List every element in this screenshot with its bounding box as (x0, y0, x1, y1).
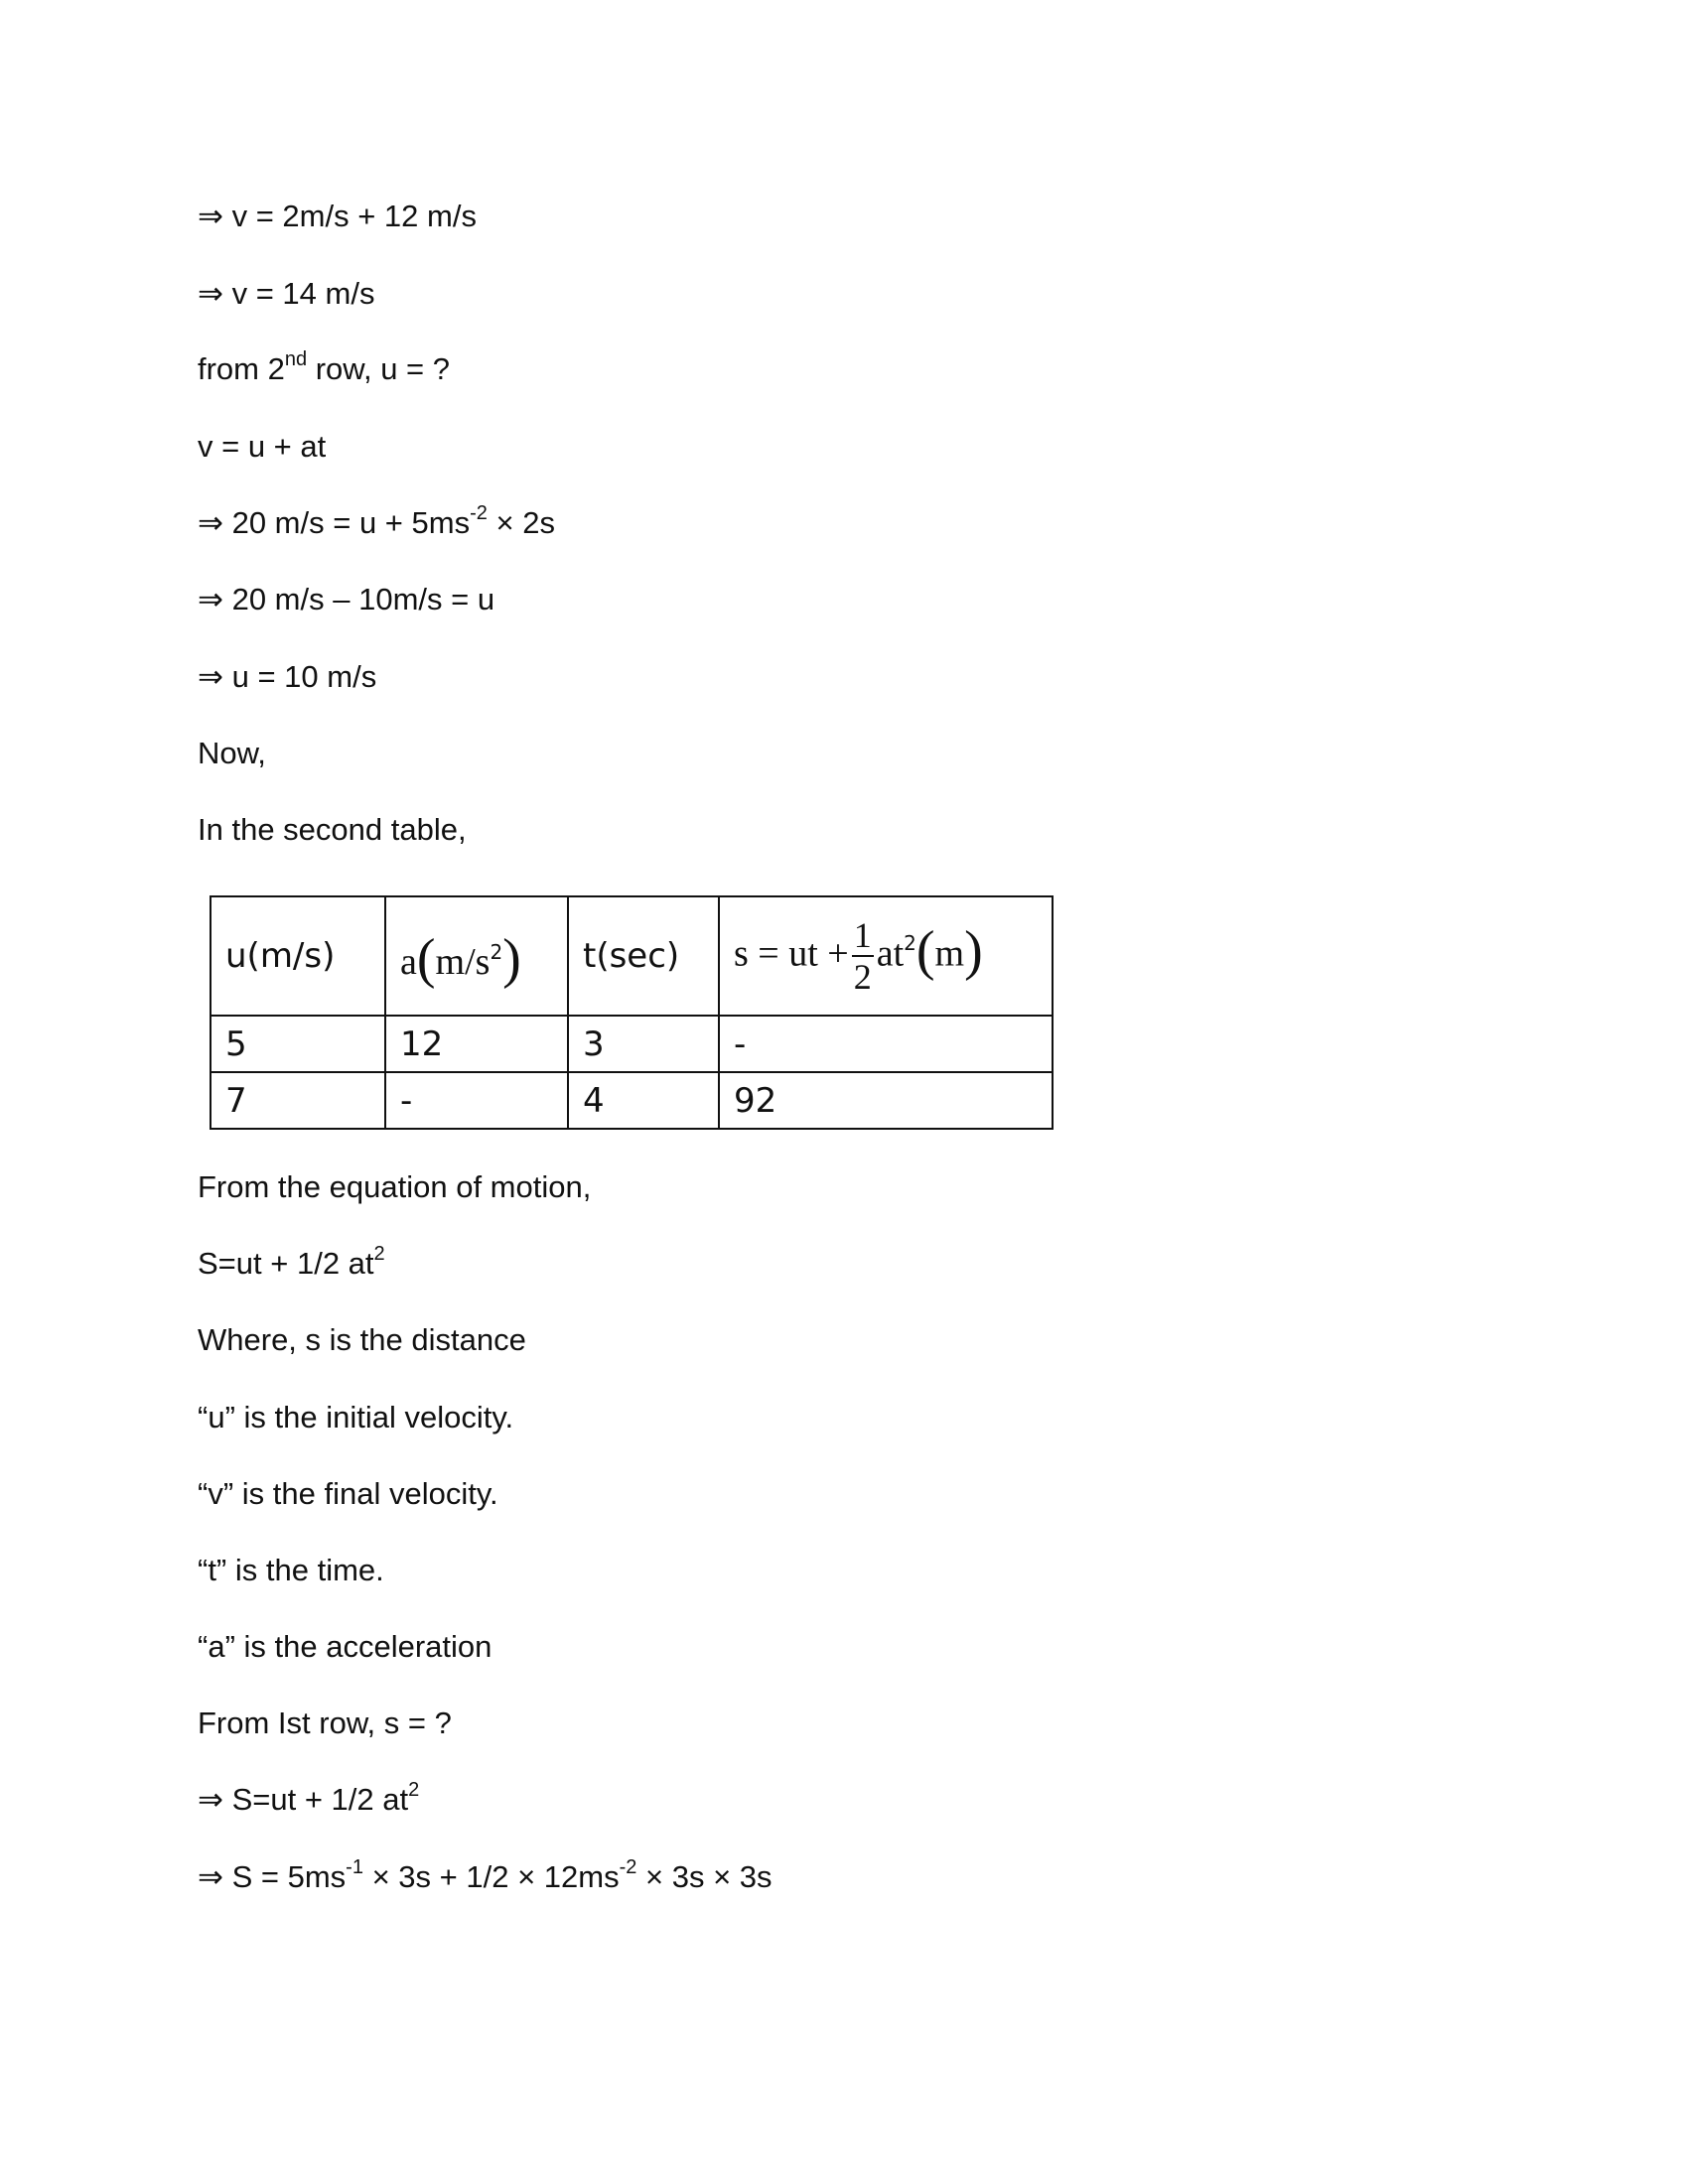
table-row (211, 1016, 1053, 1072)
header-t: t(sec) (568, 896, 719, 1016)
table-cell: 4 (568, 1072, 719, 1129)
text-fragment: ⇒ S = 5ms (198, 1859, 347, 1894)
text-line: In the second table, (198, 812, 467, 847)
text-fragment: × 2s (487, 505, 555, 540)
superscript: 2 (408, 1778, 420, 1801)
text-line: Where, s is the distance (198, 1322, 526, 1357)
paren-close: ) (502, 928, 521, 990)
text-line: From Ist row, s = ? (198, 1706, 452, 1740)
table-header-row (211, 896, 1053, 1016)
table-cell: - (719, 1016, 1053, 1072)
table-cell: 92 (719, 1072, 1053, 1129)
text-fragment: ⇒ 20 m/s = u + 5ms (198, 505, 471, 540)
text-line: “u” is the initial velocity. (198, 1400, 514, 1434)
superscript: -2 (619, 1855, 637, 1878)
equation-line: ⇒ v = 14 m/s (198, 276, 375, 311)
header-u: u(m/s) (211, 896, 385, 1016)
paren-open: ( (416, 928, 436, 990)
table-cell: 7 (211, 1072, 385, 1129)
superscript: 2 (490, 939, 503, 964)
header-s-unit: m (934, 932, 965, 975)
text-fragment: ⇒ S=ut + 1/2 at (198, 1782, 409, 1817)
header-a-symbol: a (400, 941, 417, 983)
equation-line (198, 1780, 419, 1820)
text-fragment: from 2 (198, 351, 285, 386)
header-s-term: at (876, 932, 905, 975)
superscript: -2 (470, 501, 488, 524)
text-line (198, 349, 450, 389)
table-cell: - (385, 1072, 568, 1129)
fraction-denominator: 2 (853, 957, 872, 997)
text-fragment: S=ut + 1/2 at (198, 1246, 374, 1281)
equation-line (198, 503, 555, 543)
text-fragment: × 3s + 1/2 × 12ms (362, 1859, 620, 1894)
paren-close: ) (964, 919, 983, 982)
text-line: “t” is the time. (198, 1553, 384, 1587)
superscript: -1 (346, 1855, 363, 1878)
paren-open: ( (915, 919, 935, 982)
table-cell: 12 (385, 1016, 568, 1072)
header-a-unit: m/s (435, 941, 491, 983)
motion-table (210, 895, 1054, 1130)
table-cell: 5 (211, 1016, 385, 1072)
equation-line: ⇒ u = 10 m/s (198, 659, 377, 694)
header-a (385, 896, 568, 1016)
equation-line: ⇒ v = 2m/s + 12 m/s (198, 199, 477, 233)
text-fragment: row, u = ? (307, 351, 450, 386)
table-cell: 3 (568, 1016, 719, 1072)
equation-line (198, 1857, 773, 1897)
fraction-half (852, 915, 874, 997)
equation-line (198, 1244, 385, 1284)
equation-line: v = u + at (198, 429, 327, 464)
equation-line: ⇒ 20 m/s – 10m/s = u (198, 582, 495, 616)
fraction-numerator: 1 (853, 915, 872, 955)
text-line: “a” is the acceleration (198, 1629, 492, 1664)
header-s (719, 896, 1053, 1016)
text-line: Now, (198, 736, 266, 770)
text-line: From the equation of motion, (198, 1169, 592, 1204)
superscript: 2 (904, 931, 916, 956)
text-line: “v” is the final velocity. (198, 1476, 498, 1511)
text-fragment: × 3s × 3s (636, 1859, 773, 1894)
table-row (211, 1072, 1053, 1129)
superscript: nd (284, 347, 308, 370)
superscript: 2 (373, 1242, 385, 1265)
header-s-lhs: s = ut + (734, 932, 849, 975)
